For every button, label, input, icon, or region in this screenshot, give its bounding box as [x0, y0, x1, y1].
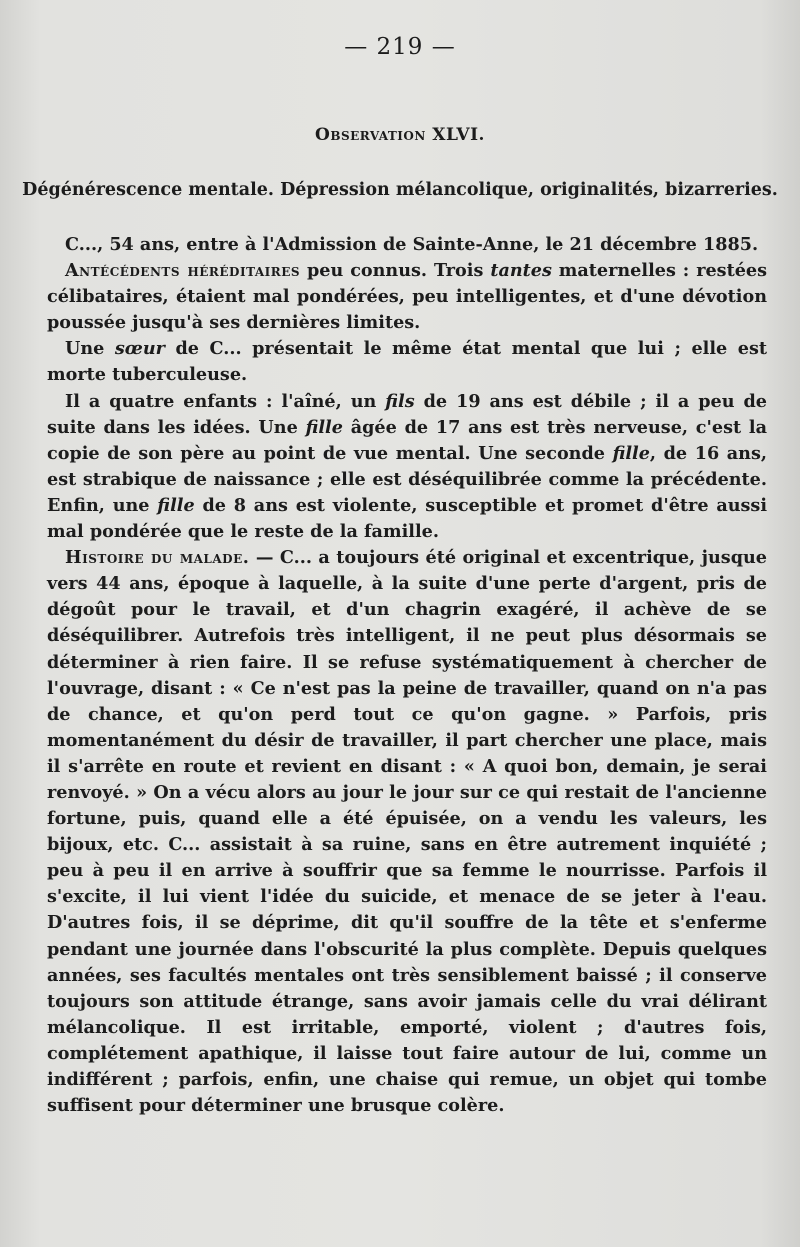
- history-text: — C... a toujours été original et excentrique, jusque vers 44 ans, époque à laquelle, à la suite d'une perte d'argent, pris de dégoût pour le travail, et d'un chagrin exagéré, il achève de se déséquilibrer. Autrefois très intelligent, il ne peut plus désormais se déterminer à rien faire. Il se refuse systématiquement à chercher de l'ouvrage, disant : « Ce n'est pas la peine de travailler, quand on n'a pas de chance, et qu'on perd tout ce qu'on gagne. » Parfois, pris momentanément du désir de travailler, il part chercher une place, mais il s'arrête en route et revient en disant : « A quoi bon, demain, je serai renvoyé. » On a vécu alors au jour le jour sur ce qui restait de l'ancienne fortune, puis, quand elle a été épuisée, on a vendu les valeurs, les bijoux, etc. C... assistait à sa ruine, sans en être autrement inquiété ; peu à peu il en arrive à souffrir que sa femme le nourrisse. Parfois il s'excite, il lui vient l'idée du suicide, et menace de se jeter à l'eau. D'autres fois, il se déprime, dit qu'il souffre de la tête et s'enferme pendant une journée dans l'obscurité la plus complète. Depuis quelques années, ses facultés mentales ont très sensiblement baissé ; il conserve toujours son attitude étrange, sans avoir jamais celle du vrai délirant mélancolique. Il est irritable, emporté, violent ; d'autres fois, complétement apathique, il laisse tout faire autour de lui, comme un indifférent ; parfois, enfin, une chaise qui remue, un objet qui tombe suffisent pour déterminer une brusque colère.: [47, 547, 767, 1117]
- heredity-text-2: maternelles : restées célibataires, étaient mal pondérées, peu intelligentes, et d'une dévotion poussée jusqu'à ses dernières limites.: [47, 260, 767, 334]
- paragraph-sister: [47, 336, 767, 388]
- sister-italic-1: sœur: [114, 338, 165, 360]
- children-italic-4: fille: [157, 494, 195, 516]
- case-subtitle: Dégénérescence mentale. Dépression mélancolique, originalités, bizarreries.: [22, 180, 778, 200]
- page-number: — 219 —: [344, 34, 456, 60]
- children-text-5: de 8 ans est violente, susceptible et promet d'être aussi mal pondérée que le reste de la famille.: [47, 494, 768, 543]
- sister-text-1: Une: [65, 338, 115, 360]
- children-italic-1: fils: [385, 390, 415, 412]
- history-heading: Histoire du malade.: [65, 547, 250, 569]
- children-italic-2: fille: [305, 416, 343, 438]
- paragraph-heredity: [47, 258, 767, 336]
- sister-text-2: de C... présentait le même état mental que lui ; elle est morte tuberculeuse.: [47, 338, 767, 386]
- heredity-heading: Antécédents héréditaires: [65, 260, 301, 282]
- children-italic-3: fille: [612, 442, 650, 464]
- children-text-2: de 19 ans est débile ; il a peu de suite dans les idées. Une: [47, 390, 767, 438]
- admission-text: C..., 54 ans, entre à l'Admission de Sainte-Anne, le 21 décembre 1885.: [65, 234, 759, 255]
- children-text-3: âgée de 17 ans est très nerveuse, c'est la copie de son père au point de vue mental. Une seconde: [47, 416, 767, 464]
- children-text-1: Il a quatre enfants : l'aîné, un: [65, 390, 386, 412]
- observation-title: Observation XLVI.: [315, 125, 485, 145]
- paragraph-history: [47, 545, 767, 1119]
- children-text-4: , de 16 ans, est strabique de naissance ; elle est déséquilibrée comme la précédente. Enfin, une: [47, 442, 767, 516]
- paragraph-children: [47, 389, 767, 546]
- case-body: [47, 232, 767, 1119]
- paragraph-admission: [47, 232, 767, 258]
- heredity-italic-1: tantes: [490, 260, 552, 282]
- heredity-text-1: peu connus. Trois: [300, 260, 491, 282]
